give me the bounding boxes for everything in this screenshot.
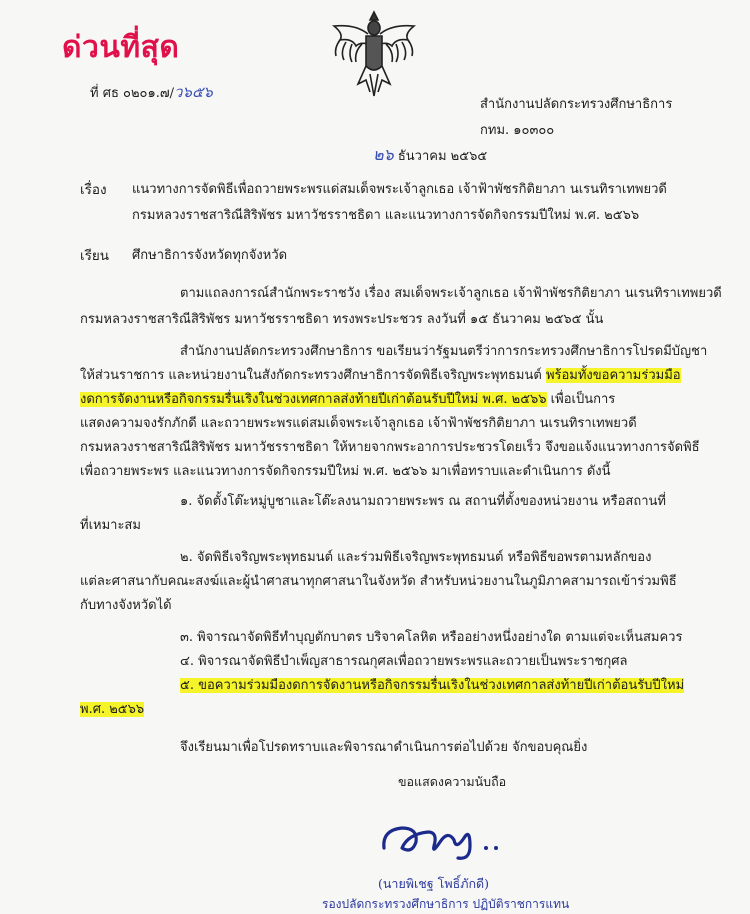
office-name: สำนักงานปลัดกระทรวงศึกษาธิการ (480, 97, 673, 112)
body-p2-line-6: เพื่อถวายพระพร และแนวทางการจัดกิจกรรมปีใหม่ พ.ศ. ๒๕๖๖ มาเพื่อทราบและดำเนินการ ดังนี้ (80, 464, 611, 479)
to-recipient: ศึกษาธิการจังหวัดทุกจังหวัด (132, 248, 288, 263)
urgency-stamp: ด่วนที่สุด (62, 30, 180, 65)
date-day-handwritten: ๒๖ (373, 145, 394, 164)
body-p2-line-4: แสดงความจงรักภักดี และถวายพระพรแด่สมเด็จพระเจ้าลูกเธอ เจ้าฟ้าพัชรกิติยาภา นเรนทิราเทพยวดี (80, 416, 637, 431)
item-2-line-1: ๒. จัดพิธีเจริญพระพุทธมนต์ และร่วมพิธีเจริญพระพุทธมนต์ หรือพิธีขอพรตามหลักของ (180, 550, 652, 565)
highlighted-item-5-year: พ.ศ. ๒๕๖๖ (80, 702, 145, 717)
closing-text: จึงเรียนมาเพื่อโปรดทราบและพิจารณาดำเนินการต่อไปด้วย จักขอบคุณยิ่ง (180, 740, 588, 755)
item-1-line-2: ที่เหมาะสม (80, 518, 141, 533)
document-number (90, 80, 213, 104)
to-label: เรียน (80, 248, 110, 264)
body-p1-line-1: ตามแถลงการณ์สำนักพระราชวัง เรื่อง สมเด็จพระเจ้าลูกเธอ เจ้าฟ้าพัชรกิติยาภา นเรนทิราเทพยวดี (180, 286, 722, 301)
office-postcode: กทม. ๑๐๓๐๐ (480, 123, 555, 138)
highlighted-item-5: ๕. ขอความร่วมมืองดการจัดงานหรือกิจกรรมรื่นเริงในช่วงเทศกาลส่งท้ายปีเก่าต้อนรับปีใหม่ (180, 678, 685, 693)
document-number-handwritten: ว๖๕๖ (174, 83, 213, 101)
item-1-line-1: ๑. จัดตั้งโต๊ะหมู่บูชาและโต๊ะลงนามถวายพระพร ณ สถานที่ตั้งของหน่วยงาน หรือสถานที่ (180, 494, 666, 509)
subject-line-1: แนวทางการจัดพิธีเพื่อถวายพระพรแด่สมเด็จพระเจ้าลูกเธอ เจ้าฟ้าพัชรกิติยาภา นเรนทิราเทพยวดี (132, 182, 667, 197)
item-3: ๓. พิจารณาจัดพิธีทำบุญตักบาตร บริจาคโลหิต หรืออย่างหนึ่งอย่างใด ตามแต่จะเห็นสมควร (180, 630, 683, 645)
document-date (373, 143, 487, 168)
document-number-prefix: ที่ ศธ ๐๒๐๑.๗/ (90, 86, 174, 101)
subject-line-2: กรมหลวงราชสาริณีสิริพัชร มหาวัชรราชธิดา และแนวทางการจัดกิจกรรมปีใหม่ พ.ศ. ๒๕๖๖ (132, 208, 640, 223)
item-5-line-1 (180, 674, 684, 695)
office-address (480, 92, 672, 144)
subject-label: เรื่อง (80, 182, 107, 198)
highlighted-request-cont: งดการจัดงานหรือกิจกรรมรื่นเริงในช่วงเทศกาลส่งท้ายปีเก่าต้อนรับปีใหม่ พ.ศ. ๒๕๖๖ (80, 392, 547, 407)
body-p2-line-1: สำนักงานปลัดกระทรวงศึกษาธิการ ขอเรียนว่ารัฐมนตรีว่าการกระทรวงศึกษาธิการโปรดมีบัญชา (180, 344, 708, 359)
closing-regards: ขอแสดงความนับถือ (398, 774, 507, 789)
body-p2-line-5: กรมหลวงราชสาริณีสิริพัชร มหาวัชรราชธิดา ให้หายจากพระอาการประชวรโดยเร็ว จึงขอแจ้งแนวทางการจัดพิธี (80, 440, 700, 455)
garuda-emblem-icon (326, 4, 422, 98)
body-p1-line-2: กรมหลวงราชสาริณีสิริพัชร มหาวัชรราชธิดา ทรงพระประชวร ลงวันที่ ๑๕ ธันวาคม ๒๕๖๕ นั้น (80, 312, 604, 327)
item-2-line-2: แต่ละศาสนากับคณะสงฆ์และผู้นำศาสนาทุกศาสนาในจังหวัด สำหรับหน่วยงานในภูมิภาคสามารถเข้าร่วมพิธี (80, 574, 677, 589)
body-p2-line-3 (80, 388, 615, 409)
body-p2-line-3-text: เพื่อเป็นการ (546, 392, 616, 407)
signer-name: (นายพิเชฐ โพธิ์ภักดี) (378, 876, 490, 891)
highlighted-request: พร้อมทั้งขอความร่วมมือ (545, 368, 681, 383)
item-5-line-2 (80, 698, 144, 719)
signer-title: รองปลัดกระทรวงศึกษาธิการ ปฏิบัติราชการแทน (322, 897, 570, 911)
item-4: ๔. พิจารณาจัดพิธีบำเพ็ญสาธารณกุศลเพื่อถวายพระพรและถวายเป็นพระราชกุศล (180, 654, 628, 669)
body-p2-line-2 (80, 364, 681, 385)
body-p2-line-2-text: ให้ส่วนราชการ และหน่วยงานในสังกัดกระทรวงศึกษาธิการจัดพิธีเจริญพระพุทธมนต์ (80, 368, 546, 383)
handwritten-signature-icon (378, 808, 538, 870)
date-month-year: ธันวาคม ๒๕๖๕ (397, 149, 488, 164)
item-2-line-3: กับทางจังหวัดได้ (80, 598, 172, 613)
